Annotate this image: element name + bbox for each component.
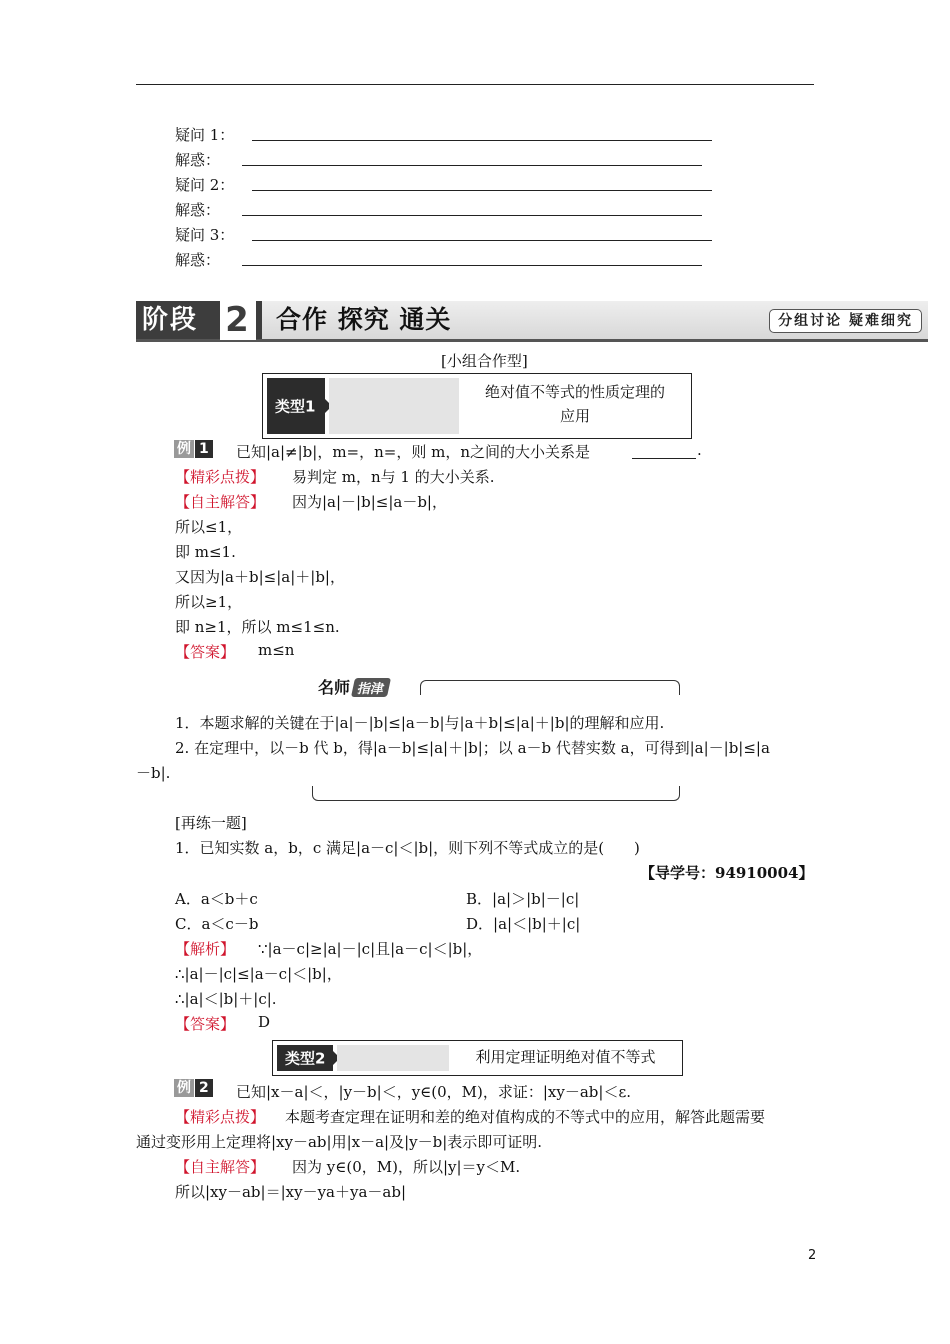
option-c[interactable]: C．a＜c－b: [175, 915, 259, 933]
hint-label: 【精彩点拨】: [175, 468, 266, 486]
option-b[interactable]: B．|a|＞|b|－|c|: [466, 890, 580, 908]
qa-label: 解惑：: [175, 251, 221, 269]
type2-title: 利用定理证明绝对值不等式: [475, 1048, 656, 1066]
solution-line: 所以≥1，: [175, 593, 243, 611]
analysis-line: ∴|a|－|c|≤|a－c|＜|b|，: [175, 965, 342, 983]
example1-tag: [174, 440, 213, 458]
type1-tag-label: 类型1: [275, 397, 316, 416]
analysis-label: 【解析】: [175, 940, 236, 958]
solution-label: 【自主解答】: [175, 493, 266, 511]
header-rule: [136, 84, 814, 85]
example2-tag: [174, 1079, 213, 1097]
hint-text: 易判定 m，n与 1 的大小关系.: [292, 468, 495, 486]
stage-tag: [136, 301, 262, 339]
solution-line: 因为|a|－|b|≤|a－b|，: [292, 493, 447, 511]
answer-blank[interactable]: [632, 458, 696, 459]
guide-pill: 指津: [351, 678, 391, 697]
type2-tag: [277, 1045, 333, 1071]
example-label: 例: [174, 1079, 194, 1097]
type2-box: [272, 1040, 683, 1076]
example1-stem: 已知|a|≠|b|，m=，n=，则 m，n之间的大小关系是: [236, 443, 591, 461]
guide-frame-top: [420, 680, 680, 695]
type1-box: [262, 373, 692, 439]
type1-title-line2: 应用: [559, 407, 590, 425]
example-number: 2: [195, 1079, 213, 1097]
solution-line: 即 m≤1.: [175, 543, 236, 561]
qa-blank[interactable]: [252, 190, 712, 191]
guide-point-cont: －b|.: [136, 764, 171, 782]
qa-label: 解惑：: [175, 201, 221, 219]
option-a[interactable]: A．a＜b＋c: [175, 890, 258, 908]
stage-title: 合作 探究 通关: [276, 305, 452, 334]
qa-blank[interactable]: [242, 165, 702, 166]
guide-number: 【导学号：94910004】: [640, 864, 814, 882]
qa-blank[interactable]: [252, 240, 712, 241]
hint-text-cont: 通过变形用上定理将|xy－ab|用|x－a|及|y－b|表示即可证明.: [136, 1133, 543, 1151]
type1-title-line1: 绝对值不等式的性质定理的: [484, 383, 665, 401]
answer-label: 【答案】: [175, 643, 236, 661]
solution-line: 即 n≥1，所以 m≤1≤n.: [175, 618, 340, 636]
type1-grey-panel: [329, 378, 459, 434]
guide-label-text: 名师: [318, 678, 351, 697]
option-d[interactable]: D．|a|＜|b|＋|c|: [466, 915, 581, 933]
hint-text: 本题考查定理在证明和差的绝对值构成的不等式中的应用，解答此题需要: [285, 1108, 766, 1126]
solution-label: 【自主解答】: [175, 1158, 266, 1176]
practice-label: [再练一题]: [175, 814, 247, 832]
qa-label: 疑问 1：: [175, 126, 235, 144]
stage-number: 2: [220, 298, 256, 340]
group-label: [小组合作型]: [441, 352, 528, 370]
type1-tag: [267, 378, 325, 434]
qa-label: 解惑：: [175, 151, 221, 169]
solution-line: 所以≤1，: [175, 518, 243, 536]
stage-badge: 分组讨论 疑难细究: [769, 309, 922, 333]
practice-question: 1．已知实数 a，b，c 满足|a－c|＜|b|，则下列不等式成立的是( ): [175, 839, 640, 857]
analysis-line: ∵|a－c|≥|a|－|c|且|a－c|＜|b|，: [258, 940, 483, 958]
type2-tag-label: 类型2: [285, 1049, 326, 1068]
stage-banner: [136, 301, 928, 342]
guide-point: 2. 在定理中，以－b 代 b，得|a－b|≤|a|＋|b|；以 a－b 代替实数 a，可得到|a|－|b|≤|a: [175, 739, 770, 757]
analysis-line: ∴|a|＜|b|＋|c|.: [175, 990, 277, 1008]
answer-text: D: [258, 1013, 271, 1031]
solution-line: 所以|xy－ab|＝|xy－ya＋ya－ab|: [175, 1183, 407, 1201]
solution-line: 因为 y∈(0，M)，所以|y|＝y＜M.: [292, 1158, 521, 1176]
example2-stem: 已知|x－a|＜，|y－b|＜，y∈(0，M)，求证：|xy－ab|＜ε.: [236, 1083, 632, 1101]
stage-word: 阶段: [142, 305, 199, 335]
qa-blank[interactable]: [242, 215, 702, 216]
qa-label: 疑问 2：: [175, 176, 235, 194]
example1-stem-end: .: [697, 441, 702, 459]
qa-blank[interactable]: [252, 140, 712, 141]
example-number: 1: [195, 440, 213, 458]
answer-label: 【答案】: [175, 1015, 236, 1033]
example-label: 例: [174, 440, 194, 458]
qa-label: 疑问 3：: [175, 226, 235, 244]
guide-frame-bottom: [312, 786, 680, 801]
page-number: 2: [808, 1248, 817, 1263]
type2-grey-panel: [337, 1045, 449, 1071]
answer-text: m≤n: [258, 641, 295, 659]
type1-title: [463, 380, 687, 428]
guide-point: 1．本题求解的关键在于|a|－|b|≤|a－b|与|a＋b|≤|a|＋|b|的理解和应用.: [175, 714, 665, 732]
guide-label: [318, 675, 389, 698]
qa-blank[interactable]: [242, 265, 702, 266]
solution-line: 又因为|a＋b|≤|a|＋|b|，: [175, 568, 345, 586]
hint-label: 【精彩点拨】: [175, 1108, 266, 1126]
